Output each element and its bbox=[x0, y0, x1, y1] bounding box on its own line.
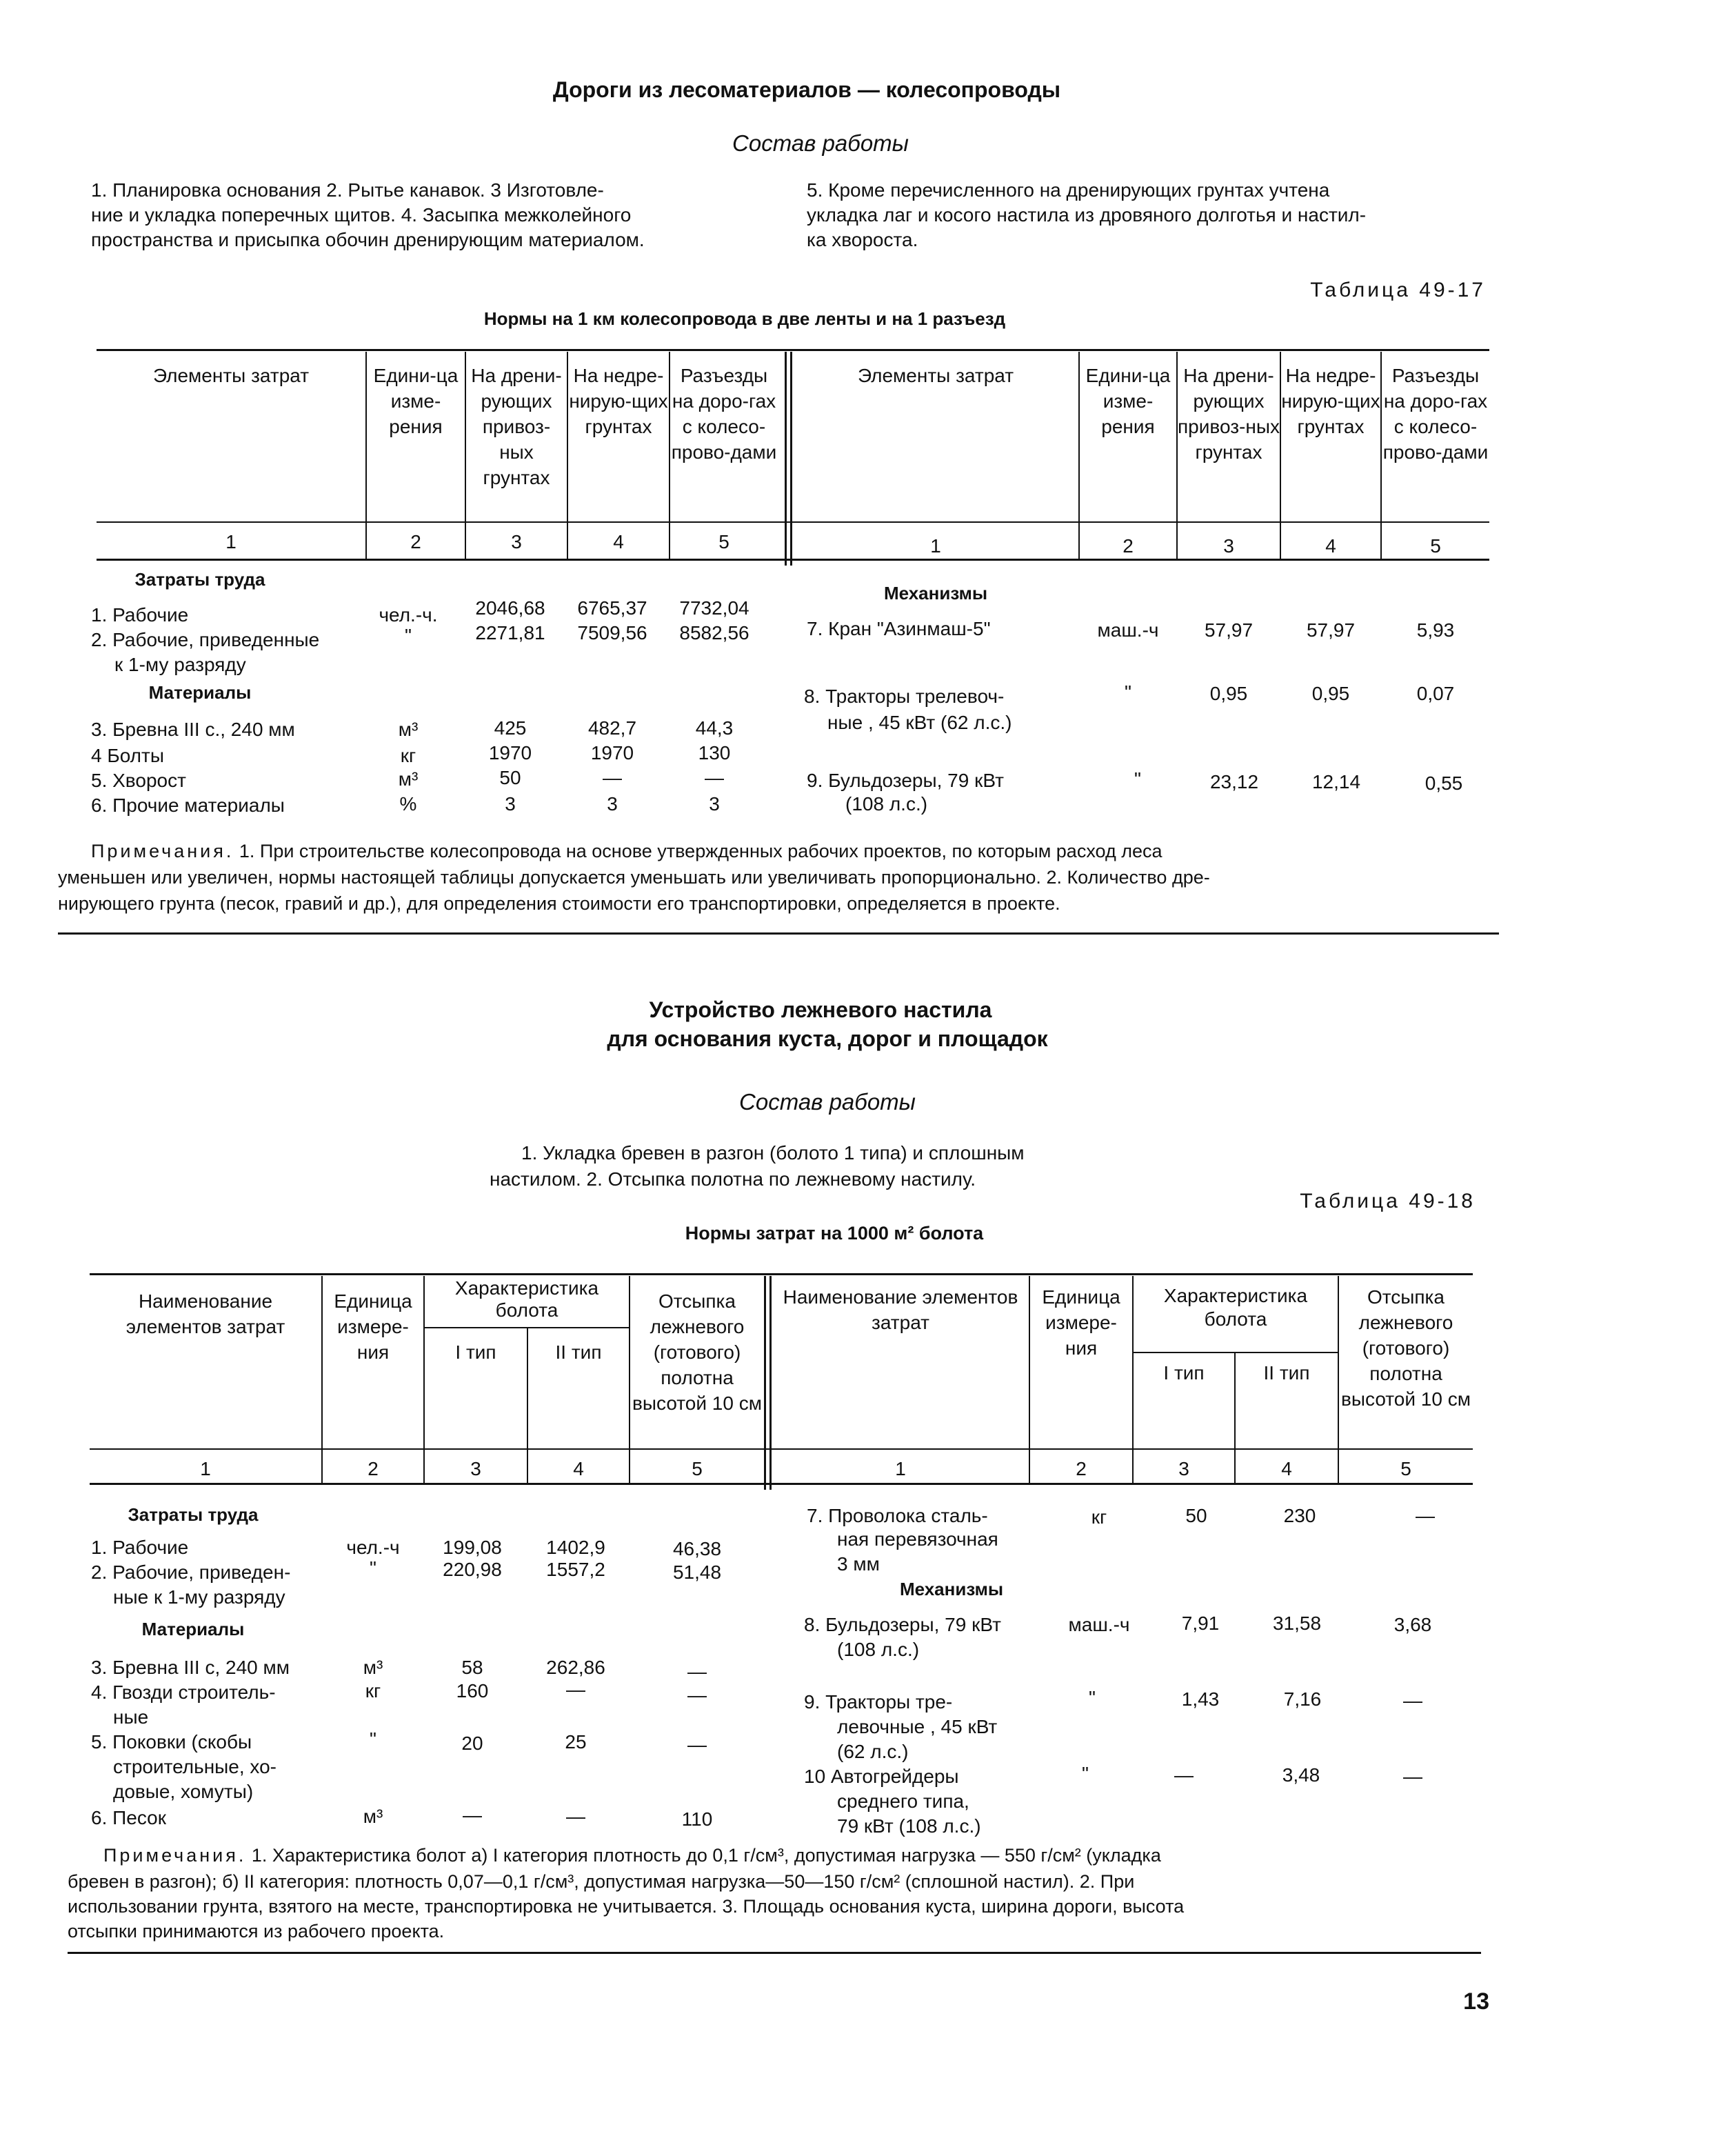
t2-row-v5: — bbox=[687, 1734, 707, 1755]
t2-head-unit: Единица измере-ния bbox=[334, 1290, 412, 1363]
t2-row-v4-r: 3,48 bbox=[1282, 1764, 1320, 1786]
section1-work-left-3: пространства и присыпка обочин дренирующим материалом. bbox=[91, 229, 645, 250]
t1-row-v4: 6765,37 bbox=[577, 597, 647, 619]
section1-work-left-2: ние и укладка поперечных щитов. 4. Засыпка межколейного bbox=[91, 204, 632, 226]
t1-row-name-cont: к 1-му разряду bbox=[114, 654, 246, 675]
section2-note-line-3: использовании грунта, взятого на месте, транспортировка не учитывается. 3. Площадь основания куста, ширина дороги, высота bbox=[68, 1896, 1185, 1917]
t1-row-name-r: 7. Кран "Азинмаш-5" bbox=[807, 618, 991, 639]
t1-row-v5: 8582,56 bbox=[679, 622, 749, 643]
t2-vline bbox=[769, 1276, 772, 1490]
t1-row-v4: 482,7 bbox=[587, 717, 637, 739]
t2-colnum: 5 bbox=[692, 1458, 703, 1479]
t2-row-v3: — bbox=[463, 1804, 482, 1826]
t2-row-name: 1. Рабочие bbox=[91, 1537, 189, 1558]
t1-mech-heading: Механизмы bbox=[883, 583, 988, 603]
t2-colnum-r: 4 bbox=[1281, 1458, 1292, 1479]
t2-row-v5: 46,38 bbox=[672, 1538, 722, 1559]
t1-row-name-r-cont: ные , 45 кВт (62 л.с.) bbox=[827, 712, 1012, 733]
t1-row-v5: — bbox=[705, 767, 724, 788]
t2-row-name-r-cont: 79 кВт (108 л.с.) bbox=[837, 1815, 981, 1837]
section2-table-label: Таблица 49-18 bbox=[1300, 1190, 1476, 1212]
t1-row-v5: 130 bbox=[698, 742, 731, 763]
t2-row-v5: — bbox=[687, 1684, 707, 1706]
t1-row-unit: кг bbox=[400, 745, 416, 766]
t1-row-name-r: 8. Тракторы трелевоч- bbox=[804, 686, 1005, 707]
t2-row-name-r: 7. Проволока сталь- bbox=[807, 1505, 988, 1526]
t1-row-v5-r: 0,07 bbox=[1416, 683, 1455, 704]
t2-head-char: Характеристика болота bbox=[454, 1277, 599, 1321]
t2-row-v3: 20 bbox=[461, 1733, 483, 1754]
t2-head-elements-r: Наименование элементов затрат bbox=[783, 1286, 1018, 1333]
t2-row-name-cont: довые, хомуты) bbox=[113, 1781, 254, 1802]
t2-head-type2-r: II тип bbox=[1263, 1362, 1310, 1384]
section1-work-right-1: 5. Кроме перечисленного на дренирующих грунтах учтена bbox=[807, 179, 1330, 201]
t2-char-rule-r bbox=[1134, 1352, 1338, 1353]
t2-row-v4: 25 bbox=[565, 1731, 587, 1753]
t2-row-name: 4. Гвозди строитель- bbox=[91, 1681, 276, 1703]
t2-row-unit: м³ bbox=[363, 1806, 383, 1827]
t2-row-name: 3. Бревна III с, 240 мм bbox=[91, 1657, 290, 1678]
t2-row-v3-r: — bbox=[1174, 1764, 1194, 1786]
section2-title-1: Устройство лежневого настила bbox=[649, 997, 992, 1022]
t2-row-unit: кг bbox=[365, 1680, 381, 1701]
t1-row-v4: 3 bbox=[607, 793, 618, 815]
t1-row-v5: 44,3 bbox=[695, 717, 734, 739]
section2-note-line-2: бревен в разгон); б) II категория: плотность 0,07—0,1 г/см³, допустимая нагрузка—50—150 г/см² (сплошной настил). 2. При bbox=[68, 1871, 1135, 1892]
t2-head-type1-r: I тип bbox=[1163, 1362, 1205, 1384]
t1-colnum: 2 bbox=[410, 531, 421, 552]
t1-row-v3: 2271,81 bbox=[475, 622, 545, 643]
t1-row-unit-r: " bbox=[1125, 681, 1131, 703]
t1-colnum-r: 2 bbox=[1123, 535, 1134, 557]
t1-row-v5: 7732,04 bbox=[679, 597, 749, 619]
t2-row-unit: м³ bbox=[363, 1657, 383, 1678]
t1-head-unit-r: Едини-ца изме-рения bbox=[1085, 365, 1171, 437]
t2-colnum-r: 3 bbox=[1178, 1458, 1189, 1479]
t2-colnum: 3 bbox=[470, 1458, 481, 1479]
t2-row-v4-r: 230 bbox=[1283, 1505, 1316, 1526]
t2-row-unit: чел.-ч bbox=[346, 1537, 400, 1558]
t2-head-type1: I тип bbox=[455, 1341, 496, 1363]
t1-row-unit: м³ bbox=[398, 768, 419, 790]
t2-header-rule bbox=[90, 1448, 1473, 1450]
t2-colnum: 4 bbox=[573, 1458, 584, 1479]
section2-sostav-heading: Состав работы bbox=[739, 1089, 916, 1115]
t1-row-name: 4 Болты bbox=[91, 745, 164, 766]
t1-head-col5: Разъезды на доро-гах с колесо-прово-дами bbox=[671, 365, 777, 463]
t1-row-v4: — bbox=[603, 767, 622, 788]
t1-row-v3-r: 57,97 bbox=[1204, 619, 1254, 641]
t1-labor-heading: Затраты труда bbox=[134, 569, 265, 590]
t1-materials-heading: Материалы bbox=[148, 682, 252, 703]
section1-end-rule bbox=[58, 932, 1499, 935]
t1-head-unit: Едини-ца изме-рения bbox=[373, 365, 459, 437]
t2-row-v3-r: 7,91 bbox=[1181, 1613, 1220, 1634]
section2-note-line-1 bbox=[103, 1843, 1161, 1868]
section1-work-left-1: 1. Планировка основания 2. Рытье канавок. 3 Изготовле- bbox=[91, 179, 604, 201]
t2-row-name-cont: строительные, хо- bbox=[113, 1756, 276, 1777]
t2-row-v4-r: 7,16 bbox=[1283, 1688, 1322, 1710]
t2-colnum-r: 2 bbox=[1076, 1458, 1087, 1479]
section2-work-line-2: настилом. 2. Отсыпка полотна по лежневому настилу. bbox=[490, 1168, 976, 1190]
section1-title: Дороги из лесоматериалов — колесопроводы bbox=[552, 77, 1061, 102]
t1-row-unit: чел.-ч. bbox=[379, 604, 438, 626]
t2-row-name-r: 9. Тракторы тре- bbox=[804, 1691, 953, 1713]
note-label: Примечания. bbox=[103, 1845, 247, 1866]
t1-row-name: 5. Хворост bbox=[91, 770, 186, 791]
t2-row-v5-r: — bbox=[1403, 1690, 1422, 1711]
t1-row-v3: 3 bbox=[505, 793, 516, 815]
t2-row-name-r-cont: левочные , 45 кВт bbox=[837, 1716, 998, 1737]
t2-row-name-r-cont: 3 мм bbox=[837, 1553, 880, 1575]
t1-row-v4-r: 57,97 bbox=[1306, 619, 1356, 641]
t1-row-v3: 1970 bbox=[488, 742, 532, 763]
t1-row-unit: " bbox=[405, 625, 412, 646]
section1-note-line-3: нирующего грунта (песок, гравий и др.), для определения стоимости его транспортировки, определяется в проекте. bbox=[58, 893, 1060, 914]
t2-row-unit-r: " bbox=[1089, 1687, 1096, 1708]
t2-colnum: 2 bbox=[368, 1458, 379, 1479]
t1-colnum-r: 3 bbox=[1223, 535, 1234, 557]
section1-sostav-heading: Состав работы bbox=[732, 130, 909, 156]
t1-row-unit: м³ bbox=[398, 719, 419, 740]
t1-row-name-r: 9. Бульдозеры, 79 кВт bbox=[807, 770, 1004, 791]
t2-row-name-r-cont: среднего типа, bbox=[837, 1790, 969, 1812]
section1-note-line-2: уменьшен или увеличен, нормы настоящей таблицы допускается уменьшать или увеличивать пропорционально. 2. Количество дре- bbox=[58, 867, 1210, 888]
t2-head-elements: Наименование элементов затрат bbox=[125, 1290, 285, 1337]
t2-colnum-r: 1 bbox=[895, 1458, 906, 1479]
page-number: 13 bbox=[1463, 1988, 1489, 2015]
section2-note-line-4: отсыпки принимаются из рабочего проекта. bbox=[68, 1921, 445, 1942]
t1-row-v5-r: 0,55 bbox=[1425, 772, 1463, 794]
t2-row-name-r-cont: (108 л.с.) bbox=[837, 1639, 920, 1660]
section1-work-right-3: ка хвороста. bbox=[807, 229, 918, 250]
section2-end-rule bbox=[68, 1952, 1481, 1954]
t1-head-col4: На недре-нирую-щих грунтах bbox=[569, 365, 668, 437]
t1-colnum: 5 bbox=[718, 531, 729, 552]
section2-table-caption: Нормы затрат на 1000 м² болота bbox=[685, 1223, 984, 1244]
t2-row-name-cont: ные к 1-му разряду bbox=[113, 1586, 285, 1608]
t2-head-fill-r: Отсыпка лежневого (готового) полотна высотой 10 см bbox=[1341, 1286, 1471, 1410]
section1-note-line-1 bbox=[91, 839, 1163, 864]
t2-row-v4: 262,86 bbox=[546, 1657, 605, 1678]
t2-row-v5-r: — bbox=[1416, 1505, 1435, 1526]
t2-head-fill: Отсыпка лежневого (готового) полотна высотой 10 см bbox=[632, 1290, 762, 1414]
t1-row-v4-r: 12,14 bbox=[1311, 771, 1361, 792]
t1-vline bbox=[790, 352, 792, 566]
t1-colnum: 4 bbox=[613, 531, 624, 552]
t2-vline bbox=[764, 1276, 766, 1490]
t1-colnum-r: 1 bbox=[930, 535, 941, 557]
t1-row-v3: 50 bbox=[499, 767, 521, 788]
t2-labor-heading: Затраты труда bbox=[128, 1504, 259, 1525]
t2-row-v4: 1557,2 bbox=[546, 1559, 605, 1580]
t1-head-col4-r: На недре-нирую-щих грунтах bbox=[1281, 365, 1380, 437]
section2-title-2: для основания куста, дорог и площадок bbox=[607, 1026, 1048, 1051]
section1-table-label: Таблица 49-17 bbox=[1310, 279, 1486, 301]
t1-row-name: 6. Прочие материалы bbox=[91, 795, 285, 816]
t2-head-char-r: Характеристика болота bbox=[1163, 1285, 1308, 1330]
t2-row-name: 2. Рабочие, приведен- bbox=[91, 1561, 291, 1583]
t2-head-type2: II тип bbox=[555, 1341, 602, 1363]
t1-row-unit-r: " bbox=[1134, 768, 1141, 790]
t2-row-v5-r: — bbox=[1403, 1766, 1422, 1787]
t2-top-rule bbox=[90, 1273, 1473, 1275]
t2-row-v5: — bbox=[687, 1661, 707, 1682]
t1-row-unit: % bbox=[399, 793, 417, 815]
t1-top-rule bbox=[97, 349, 1489, 351]
t1-colnum: 1 bbox=[225, 531, 236, 552]
section1-table-caption: Нормы на 1 км колесопровода в две ленты и на 1 разъезд bbox=[483, 308, 1006, 329]
t2-row-v3: 58 bbox=[461, 1657, 483, 1678]
t2-row-name-r: 10 Автогрейдеры bbox=[804, 1766, 959, 1787]
section2-work-line-1: 1. Укладка бревен в разгон (болото 1 типа) и сплошным bbox=[521, 1142, 1025, 1164]
t2-row-v4: 1402,9 bbox=[546, 1537, 605, 1558]
t1-row-unit-r: маш.-ч bbox=[1097, 619, 1159, 641]
t2-row-unit: " bbox=[370, 1728, 376, 1750]
t1-vline bbox=[785, 352, 787, 566]
t2-row-name: 6. Песок bbox=[91, 1807, 166, 1828]
t2-row-v3: 160 bbox=[456, 1680, 489, 1701]
t1-colnum-r: 4 bbox=[1325, 535, 1336, 557]
t2-row-unit-r: кг bbox=[1091, 1506, 1107, 1528]
t2-row-name-r-cont: (62 л.с.) bbox=[837, 1741, 909, 1762]
t2-row-v5: 51,48 bbox=[672, 1561, 722, 1583]
t1-row-name: 2. Рабочие, приведенные bbox=[91, 629, 320, 650]
t1-head-col5-r: Разъезды на доро-гах с колесо-прово-дами bbox=[1382, 365, 1489, 463]
t2-row-v4: — bbox=[566, 1679, 585, 1700]
t1-head-col3: На дрени-рующих привоз-ных грунтах bbox=[471, 365, 562, 488]
t2-colnum: 1 bbox=[200, 1458, 211, 1479]
t1-row-v4: 7509,56 bbox=[577, 622, 647, 643]
t1-number-rule bbox=[97, 559, 1489, 561]
t1-colnum-r: 5 bbox=[1430, 535, 1441, 557]
t1-row-v3-r: 0,95 bbox=[1209, 683, 1248, 704]
note-text: 1. При строительстве колесопровода на основе утвержденных рабочих проектов, по которым расход леса bbox=[234, 841, 1163, 861]
t1-row-v3: 425 bbox=[494, 717, 527, 739]
t2-row-name: 5. Поковки (скобы bbox=[91, 1731, 252, 1753]
t1-row-v5: 3 bbox=[709, 793, 720, 815]
t2-row-unit-r: маш.-ч bbox=[1068, 1614, 1130, 1635]
t1-row-v3: 2046,68 bbox=[475, 597, 545, 619]
note-text: 1. Характеристика болот а) I категория плотность до 0,1 г/см³, допустимая нагрузка — 550 г/см² (укладка bbox=[246, 1845, 1161, 1866]
t2-row-v3-r: 1,43 bbox=[1181, 1688, 1220, 1710]
t2-row-v3: 199,08 bbox=[443, 1537, 502, 1558]
t1-row-v4-r: 0,95 bbox=[1311, 683, 1350, 704]
t1-row-name-r-cont: (108 л.с.) bbox=[845, 793, 928, 815]
t1-row-v5-r: 5,93 bbox=[1416, 619, 1455, 641]
t2-row-name-r: 8. Бульдозеры, 79 кВт bbox=[804, 1614, 1001, 1635]
t1-head-elements-r: Элементы затрат bbox=[857, 365, 1014, 386]
t2-mech-heading: Механизмы bbox=[899, 1579, 1004, 1599]
t1-row-v4: 1970 bbox=[590, 742, 634, 763]
t2-row-v5-r: 3,68 bbox=[1393, 1614, 1432, 1635]
section1-work-right-2: укладка лаг и косого настила из дровяного долготья и настил- bbox=[807, 204, 1367, 226]
t2-row-v4-r: 31,58 bbox=[1272, 1613, 1322, 1634]
note-label: Примечания. bbox=[91, 841, 234, 861]
t2-row-v4: — bbox=[566, 1806, 585, 1827]
t2-row-name-r-cont: ная перевязочная bbox=[837, 1528, 998, 1550]
t2-row-name-cont: ные bbox=[113, 1706, 149, 1728]
t1-row-name: 1. Рабочие bbox=[91, 604, 189, 626]
t2-colnum-r: 5 bbox=[1400, 1458, 1411, 1479]
t2-row-v3: 220,98 bbox=[443, 1559, 502, 1580]
t2-row-unit-r: " bbox=[1082, 1763, 1089, 1784]
t1-colnum: 3 bbox=[511, 531, 522, 552]
t1-head-col3-r: На дрени-рующих привоз-ных грунтах bbox=[1178, 365, 1280, 463]
t1-row-v3-r: 23,12 bbox=[1209, 771, 1259, 792]
t1-row-name: 3. Бревна III с., 240 мм bbox=[91, 719, 295, 740]
t2-row-v5: 110 bbox=[681, 1808, 713, 1830]
t2-number-rule bbox=[90, 1483, 1473, 1485]
t2-head-unit-r: Единица измере-ния bbox=[1042, 1286, 1120, 1359]
t2-materials-heading: Материалы bbox=[141, 1619, 245, 1639]
t2-row-v3-r: 50 bbox=[1185, 1505, 1207, 1526]
t1-head-elements: Элементы затрат bbox=[152, 365, 310, 386]
t2-row-unit: " bbox=[370, 1557, 376, 1579]
